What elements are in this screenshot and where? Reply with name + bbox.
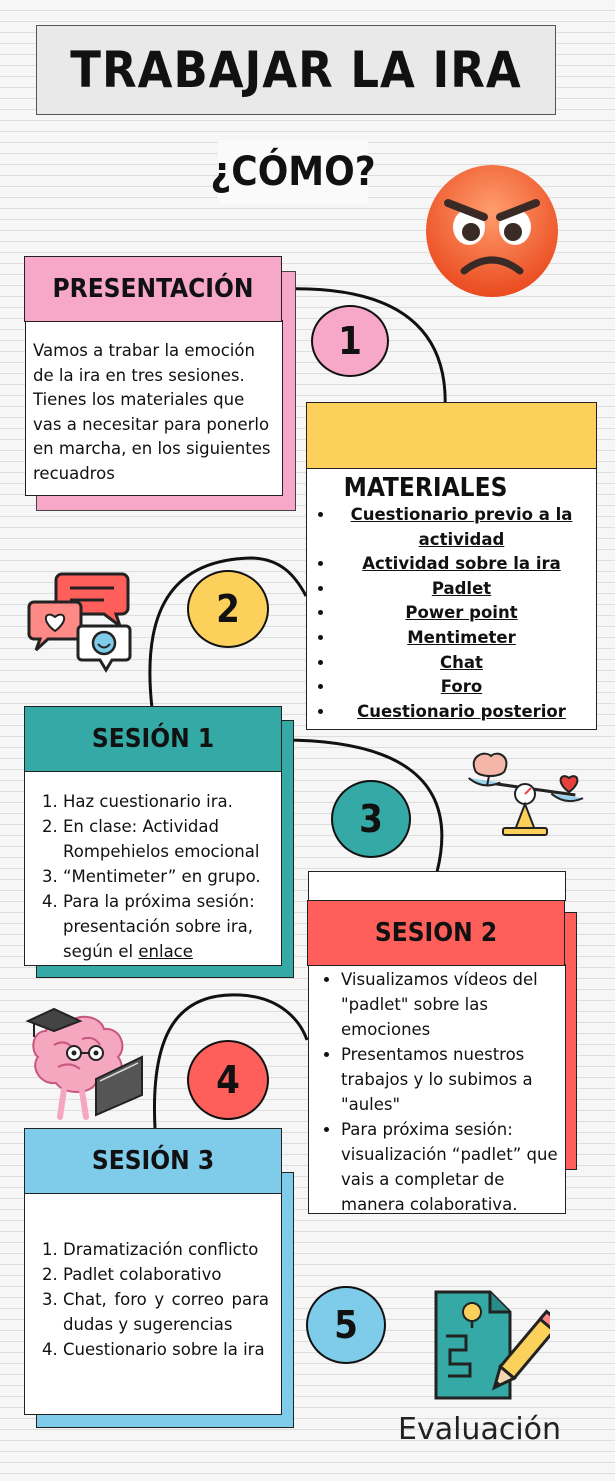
sesion3-item: 1. Dramatización conflicto xyxy=(63,1237,269,1262)
brain-heart-scale-icon xyxy=(463,748,587,840)
materiales-card xyxy=(306,402,597,730)
number-4-badge: 4 xyxy=(187,1040,269,1120)
sesion3-item: 3. Chat, foro y correo para dudas y sugerencias xyxy=(63,1287,269,1337)
presentacion-header: PRESENTACIÓN xyxy=(24,256,282,322)
sesion3-item: 4. Cuestionario sobre la ira xyxy=(63,1337,269,1362)
number-5-badge: 5 xyxy=(306,1286,386,1364)
presentacion-text: Vamos a trabar la emoción de la ira en tres sesiones. Tienes los materiales que vas a necesitar para ponerlo en marcha, en los siguientes recuadros xyxy=(33,341,271,483)
number-1-badge: 1 xyxy=(311,305,389,377)
materiales-link[interactable]: • Padlet xyxy=(335,577,588,602)
evaluacion-label: Evaluación xyxy=(398,1412,562,1447)
sesion3-header: SESIÓN 3 xyxy=(24,1128,282,1194)
sesion1-item xyxy=(63,889,275,964)
sesion1-item: 1. Haz cuestionario ira. xyxy=(63,789,275,814)
materiales-link[interactable]: • Cuestionario previo a la actividad xyxy=(335,503,588,552)
enlace-link[interactable]: enlace xyxy=(138,942,193,961)
sesion2-item: • Presentamos nuestros trabajos y lo subimos a "aules" xyxy=(341,1042,563,1117)
document-pencil-icon xyxy=(430,1286,550,1404)
materiales-link[interactable]: • Power point xyxy=(335,601,588,626)
page-title: TRABAJAR LA IRA xyxy=(70,41,522,99)
sesion2-card xyxy=(308,964,566,1214)
materiales-link[interactable]: • Mentimeter xyxy=(335,626,588,651)
sesion3-card xyxy=(24,1192,282,1415)
sesion1-list xyxy=(25,789,275,964)
materiales-color-bar xyxy=(307,403,596,469)
sesion3-list xyxy=(25,1237,269,1362)
sesion1-item4-text: Para la próxima sesión: presentación sobre ira, según el xyxy=(63,892,255,961)
sesion2-item: • Para próxima sesión: visualización “padlet” que vais a completar de manera colaborativa. xyxy=(341,1117,563,1217)
sesion2-list xyxy=(309,967,563,1217)
sesion1-header: SESIÓN 1 xyxy=(24,706,282,772)
materiales-link[interactable]: • Actividad sobre la ira xyxy=(335,552,588,577)
sesion1-item: 3. “Mentimeter” en grupo. xyxy=(63,864,275,889)
number-2-badge: 2 xyxy=(187,570,269,648)
sesion1-item: 2. En clase: Actividad Rompehielos emocional xyxy=(63,814,275,864)
presentacion-card xyxy=(25,320,283,496)
number-3-badge: 3 xyxy=(331,780,411,858)
materiales-link[interactable]: • Cuestionario posterior xyxy=(335,700,588,725)
sesion1-card xyxy=(24,770,282,966)
sesion3-item: 2. Padlet colaborativo xyxy=(63,1262,269,1287)
chat-bubbles-icon xyxy=(26,568,134,674)
sesion2-top-strip xyxy=(308,871,566,901)
sesion2-header: SESION 2 xyxy=(307,900,565,966)
materiales-link[interactable]: • Chat xyxy=(335,651,588,676)
materiales-list xyxy=(307,503,596,724)
brain-reading-icon xyxy=(24,995,148,1123)
sesion2-item: • Visualizamos vídeos del "padlet" sobre las emociones xyxy=(341,967,563,1042)
materiales-link[interactable]: • Foro xyxy=(335,675,588,700)
subtitle-como: ¿CÓMO? xyxy=(218,140,368,204)
materiales-heading: MATERIALES xyxy=(343,473,508,503)
